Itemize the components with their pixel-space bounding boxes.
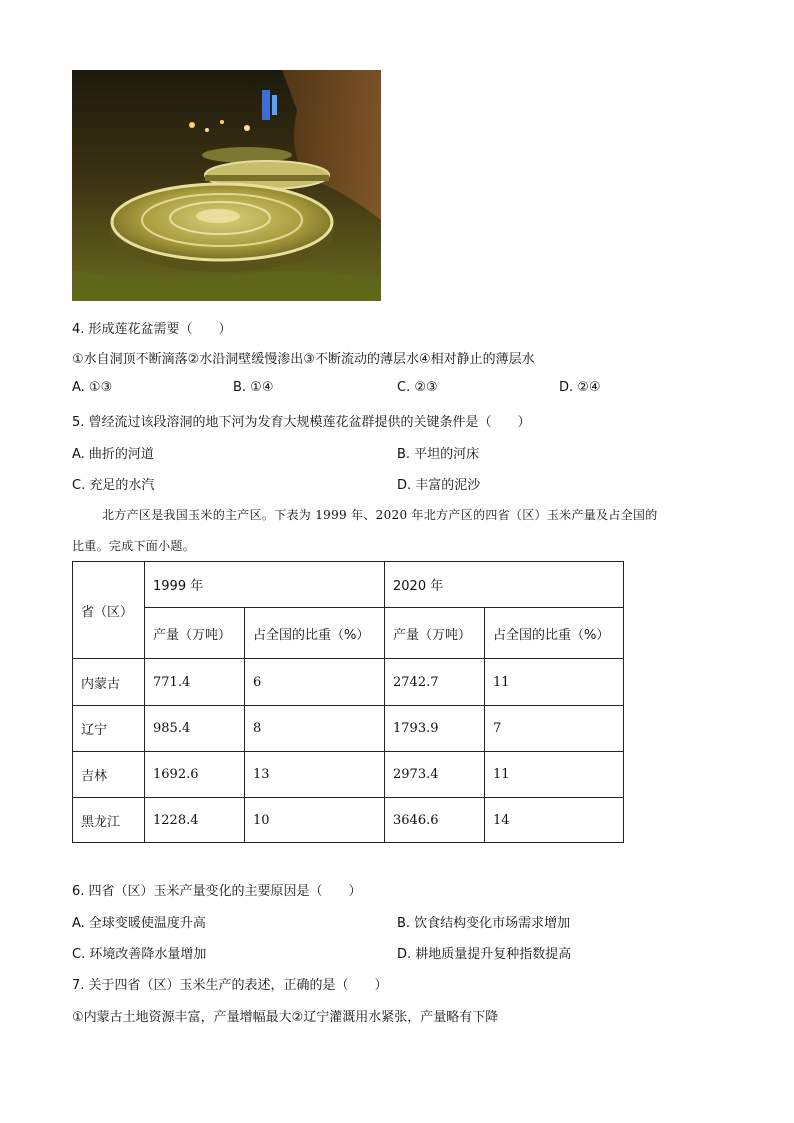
q4-stem: 4. 形成莲花盆需要（ ） [72, 322, 232, 337]
output-1999-cell: 1692.6 [145, 752, 245, 798]
q6-option-b[interactable]: B. 饮食结构变化市场需求增加 [397, 916, 571, 931]
q4-statements: ①水自洞顶不断滴落②水沿洞壁缓慢渗出③不断流动的薄层水④相对静止的薄层水 [72, 352, 535, 367]
province-cell: 黑龙江 [73, 798, 145, 843]
q6-option-c[interactable]: C. 环境改善降水量增加 [72, 947, 207, 962]
q6-stem: 6. 四省（区）玉米产量变化的主要原因是（ ） [72, 884, 362, 899]
header-output-2020: 产量（万吨） [385, 608, 485, 659]
q4-option-a[interactable]: A. ①③ [72, 380, 113, 395]
q5-option-b[interactable]: B. 平坦的河床 [397, 447, 480, 462]
corn-output-table [72, 561, 624, 843]
table-row [73, 706, 624, 752]
q7-stem: 7. 关于四省（区）玉米生产的表述，正确的是（ ） [72, 978, 388, 993]
q6-option-d[interactable]: D. 耕地质量提升复种指数提高 [397, 947, 572, 962]
share-1999-cell: 13 [245, 752, 385, 798]
share-2020-cell: 11 [485, 752, 624, 798]
province-cell: 内蒙古 [73, 659, 145, 706]
table-row [73, 659, 624, 706]
output-2020-cell: 3646.6 [385, 798, 485, 843]
header-output-1999: 产量（万吨） [145, 608, 245, 659]
province-cell: 辽宁 [73, 706, 145, 752]
material-intro-line1: 北方产区是我国玉米的主产区。下表为 1999 年、2020 年北方产区的四省（区）玉米产量及占全国的 [102, 508, 658, 522]
q6-option-a[interactable]: A. 全球变暖使温度升高 [72, 916, 206, 931]
q4-option-c[interactable]: C. ②③ [397, 380, 438, 395]
header-share-1999: 占全国的比重（%） [245, 608, 385, 659]
header-year-1999: 1999 年 [145, 562, 385, 608]
share-1999-cell: 8 [245, 706, 385, 752]
output-1999-cell: 985.4 [145, 706, 245, 752]
share-2020-cell: 14 [485, 798, 624, 843]
share-2020-cell: 11 [485, 659, 624, 706]
q4-option-d[interactable]: D. ②④ [559, 380, 601, 395]
output-1999-cell: 771.4 [145, 659, 245, 706]
q7-statements: ①内蒙古土地资源丰富，产量增幅最大②辽宁灌溉用水紧张，产量略有下降 [72, 1010, 499, 1025]
output-2020-cell: 2973.4 [385, 752, 485, 798]
q5-option-a[interactable]: A. 曲折的河道 [72, 447, 154, 462]
share-1999-cell: 6 [245, 659, 385, 706]
material-intro-line2: 比重。完成下面小题。 [72, 539, 196, 553]
share-2020-cell: 7 [485, 706, 624, 752]
q4-option-b[interactable]: B. ①④ [233, 380, 274, 395]
table-row [73, 752, 624, 798]
province-cell: 吉林 [73, 752, 145, 798]
table-row [73, 798, 624, 843]
header-share-2020: 占全国的比重（%） [485, 608, 624, 659]
output-2020-cell: 2742.7 [385, 659, 485, 706]
q5-stem: 5. 曾经流过该段溶洞的地下河为发育大规模莲花盆群提供的关键条件是（ ） [72, 415, 531, 430]
header-province: 省（区） [73, 562, 145, 659]
output-2020-cell: 1793.9 [385, 706, 485, 752]
output-1999-cell: 1228.4 [145, 798, 245, 843]
q5-option-c[interactable]: C. 充足的水汽 [72, 478, 155, 493]
share-1999-cell: 10 [245, 798, 385, 843]
header-year-2020: 2020 年 [385, 562, 624, 608]
cave-lotus-basin-photo [72, 70, 381, 301]
q5-option-d[interactable]: D. 丰富的泥沙 [397, 478, 481, 493]
